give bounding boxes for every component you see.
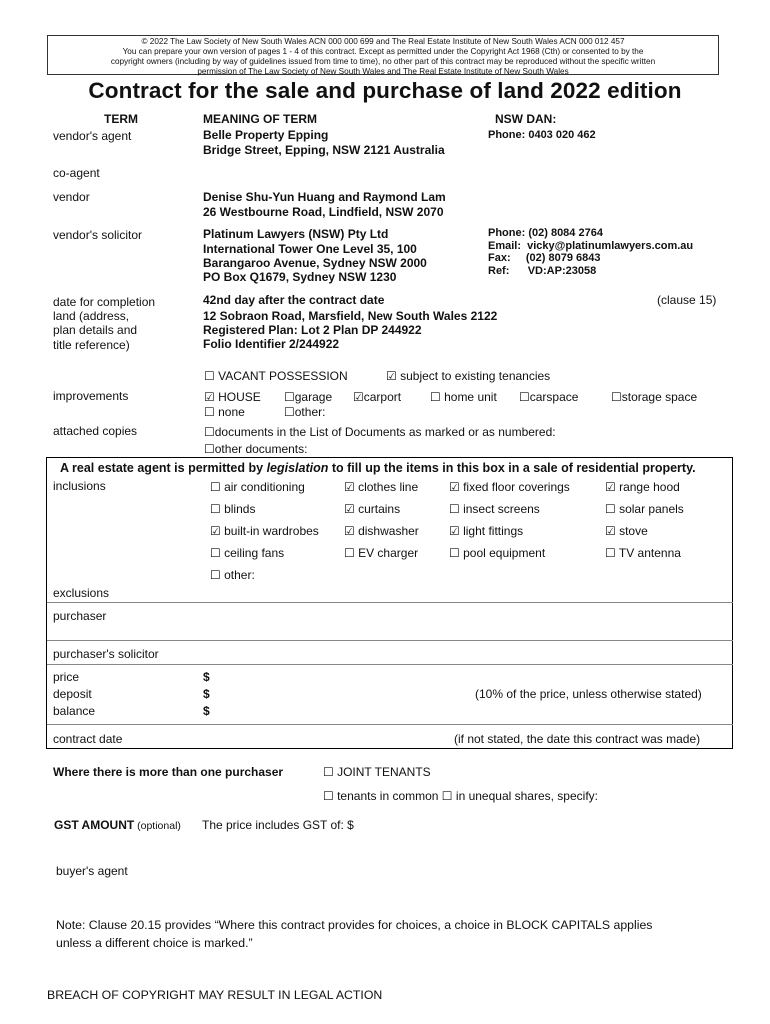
- divider: [47, 664, 733, 665]
- solicitor-ref[interactable]: Ref: VD:AP:23058: [488, 264, 597, 277]
- agent-fill-box: [46, 457, 733, 749]
- divider: [47, 640, 733, 641]
- clause-ref: (clause 15): [657, 293, 717, 307]
- co-agent-label: co-agent: [53, 166, 100, 180]
- vendor-address[interactable]: 26 Westbourne Road, Lindfield, NSW 2070: [203, 205, 444, 219]
- copyright-line: You can prepare your own version of pages 1 - 4 of this contract. Except as permitted under the Copyright Act 1968 (Cth) or consented to by the: [122, 47, 644, 56]
- vendors-agent-label: vendor's agent: [53, 129, 132, 143]
- purchasers-solicitor-label: purchaser's solicitor: [53, 647, 159, 661]
- vendors-agent-name[interactable]: Belle Property Epping: [203, 128, 329, 142]
- solicitor-phone[interactable]: Phone: (02) 8084 2764: [488, 227, 603, 239]
- storage-space-checkbox[interactable]: ☐storage space: [611, 390, 698, 404]
- solicitor-email[interactable]: Email: vicky@platinumlawyers.com.au: [488, 239, 694, 252]
- multiple-purchasers-label: Where there is more than one purchaser: [53, 765, 284, 779]
- solicitor-po-box[interactable]: PO Box Q1679, Sydney NSW 1230: [203, 270, 397, 284]
- agent-notice-emphasis: legislation: [266, 461, 329, 475]
- divider: [47, 724, 733, 725]
- exclusions-label: exclusions: [53, 586, 110, 600]
- house-checkbox[interactable]: ☑ HOUSE: [204, 390, 261, 404]
- term-header: TERM: [104, 112, 138, 126]
- gst-label-text: GST AMOUNT: [54, 818, 135, 832]
- inclusion-insect-screens[interactable]: ☐ insect screens: [449, 502, 540, 516]
- copyright-line: permission of The Law Society of New South Wales and The Real Estate Institute of New South Wales: [197, 67, 569, 76]
- contract-date-label: contract date: [53, 732, 123, 746]
- inclusion-air-conditioning[interactable]: ☐ air conditioning: [210, 480, 305, 494]
- attached-copies-label: attached copies: [53, 424, 138, 438]
- tenants-in-common-checkbox[interactable]: ☐ tenants in common ☐ in unequal shares, specify:: [323, 789, 598, 803]
- meaning-header: MEANING OF TERM: [203, 112, 317, 126]
- deposit-currency[interactable]: $: [203, 687, 210, 701]
- vendors-agent-address[interactable]: Bridge Street, Epping, NSW 2121 Australia: [203, 143, 445, 157]
- inclusion-solar-panels[interactable]: ☐ solar panels: [605, 502, 684, 516]
- carspace-checkbox[interactable]: ☐carspace: [519, 390, 579, 404]
- copyright-notice: [47, 35, 719, 75]
- improvements-label: improvements: [53, 389, 129, 403]
- gst-label: [54, 818, 181, 834]
- choices-note-cont: unless a different choice is marked.”: [56, 936, 253, 950]
- copyright-line: © 2022 The Law Society of New South Wales ACN 000 000 699 and The Real Estate Institute of New South Wales ACN 000 012 457: [141, 37, 625, 46]
- completion-label: date for completion: [53, 295, 156, 309]
- land-folio[interactable]: Folio Identifier 2/244922: [203, 337, 340, 351]
- price-label: price: [53, 670, 80, 684]
- deposit-label: deposit: [53, 687, 92, 701]
- gst-optional: (optional): [134, 820, 181, 832]
- inclusion-ceiling-fans[interactable]: ☐ ceiling fans: [210, 546, 285, 560]
- land-label: title reference): [53, 338, 130, 352]
- gst-amount-field[interactable]: The price includes GST of: $: [202, 818, 354, 832]
- price-currency[interactable]: $: [203, 670, 210, 684]
- agent-notice-text: A real estate agent is permitted by: [60, 461, 267, 475]
- choices-note: Note: Clause 20.15 provides “Where this contract provides for choices, a choice in BLOCK CAPITALS applies: [56, 918, 653, 932]
- copyright-line: copyright owners (including by way of guidelines issued from time to time), no other part of this contract may be reproduced without the specific written: [110, 57, 656, 66]
- buyers-agent-label: buyer's agent: [56, 864, 128, 878]
- land-plan[interactable]: Registered Plan: Lot 2 Plan DP 244922: [203, 323, 422, 337]
- solicitor-firm[interactable]: Platinum Lawyers (NSW) Pty Ltd: [203, 227, 389, 241]
- purchaser-label: purchaser: [53, 609, 107, 623]
- inclusion-curtains[interactable]: ☑ curtains: [344, 502, 401, 516]
- inclusion-fixed-floor-coverings[interactable]: ☑ fixed floor coverings: [449, 480, 570, 494]
- vendor-label: vendor: [53, 190, 90, 204]
- contract-date-note: (if not stated, the date this contract was made): [454, 732, 701, 746]
- inclusion-range-hood[interactable]: ☑ range hood: [605, 480, 680, 494]
- vendors-agent-phone[interactable]: Phone: 0403 020 462: [488, 129, 596, 141]
- agent-notice-text: to fill up the items in this box in a sale of residential property.: [328, 461, 696, 475]
- page-title: Contract for the sale and purchase of land 2022 edition: [88, 78, 682, 103]
- copyright-warning: BREACH OF COPYRIGHT MAY RESULT IN LEGAL ACTION: [47, 988, 383, 1002]
- balance-label: balance: [53, 704, 96, 718]
- garage-checkbox[interactable]: ☐garage: [284, 390, 333, 404]
- home-unit-checkbox[interactable]: ☐ home unit: [430, 390, 497, 404]
- solicitor-fax[interactable]: Fax: (02) 8079 6843: [488, 252, 601, 264]
- land-label: land (address,: [53, 309, 130, 323]
- other-improvement-checkbox[interactable]: ☐other:: [284, 405, 326, 419]
- land-address[interactable]: 12 Sobraon Road, Marsfield, New South Wales 2122: [203, 309, 498, 323]
- inclusion-light-fittings[interactable]: ☑ light fittings: [449, 524, 524, 538]
- deposit-note: (10% of the price, unless otherwise stated): [475, 687, 702, 701]
- joint-tenants-checkbox[interactable]: ☐ JOINT TENANTS: [323, 765, 431, 779]
- solicitor-address-line[interactable]: International Tower One Level 35, 100: [203, 242, 417, 256]
- carport-checkbox[interactable]: ☑carport: [353, 390, 402, 404]
- none-checkbox[interactable]: ☐ none: [204, 405, 245, 419]
- divider: [47, 602, 733, 603]
- inclusion-dishwasher[interactable]: ☑ dishwasher: [344, 524, 419, 538]
- completion-value[interactable]: 42nd day after the contract date: [203, 293, 385, 307]
- inclusion-built-in-wardrobes[interactable]: ☑ built-in wardrobes: [210, 524, 319, 538]
- other-documents-checkbox[interactable]: ☐other documents:: [204, 442, 308, 456]
- existing-tenancies-checkbox[interactable]: ☑ subject to existing tenancies: [386, 369, 551, 383]
- nsw-dan-header: NSW DAN:: [495, 112, 557, 126]
- agent-notice: [60, 461, 696, 475]
- vendors-solicitor-label: vendor's solicitor: [53, 228, 142, 242]
- documents-list-checkbox[interactable]: ☐documents in the List of Documents as marked or as numbered:: [204, 425, 556, 439]
- inclusion-tv-antenna[interactable]: ☐ TV antenna: [605, 546, 681, 560]
- land-label: plan details and: [53, 323, 138, 337]
- solicitor-address-line[interactable]: Barangaroo Avenue, Sydney NSW 2000: [203, 256, 427, 270]
- vacant-possession-checkbox[interactable]: ☐ VACANT POSSESSION: [204, 369, 348, 383]
- balance-currency[interactable]: $: [203, 704, 210, 718]
- inclusion-pool-equipment[interactable]: ☐ pool equipment: [449, 546, 546, 560]
- inclusion-clothes-line[interactable]: ☑ clothes line: [344, 480, 419, 494]
- inclusion-other[interactable]: ☐ other:: [210, 568, 255, 582]
- inclusion-blinds[interactable]: ☐ blinds: [210, 502, 256, 516]
- vendor-names[interactable]: Denise Shu-Yun Huang and Raymond Lam: [203, 190, 446, 204]
- inclusions-label: inclusions: [53, 479, 106, 493]
- inclusion-ev-charger[interactable]: ☐ EV charger: [344, 546, 419, 560]
- inclusion-stove[interactable]: ☑ stove: [605, 524, 648, 538]
